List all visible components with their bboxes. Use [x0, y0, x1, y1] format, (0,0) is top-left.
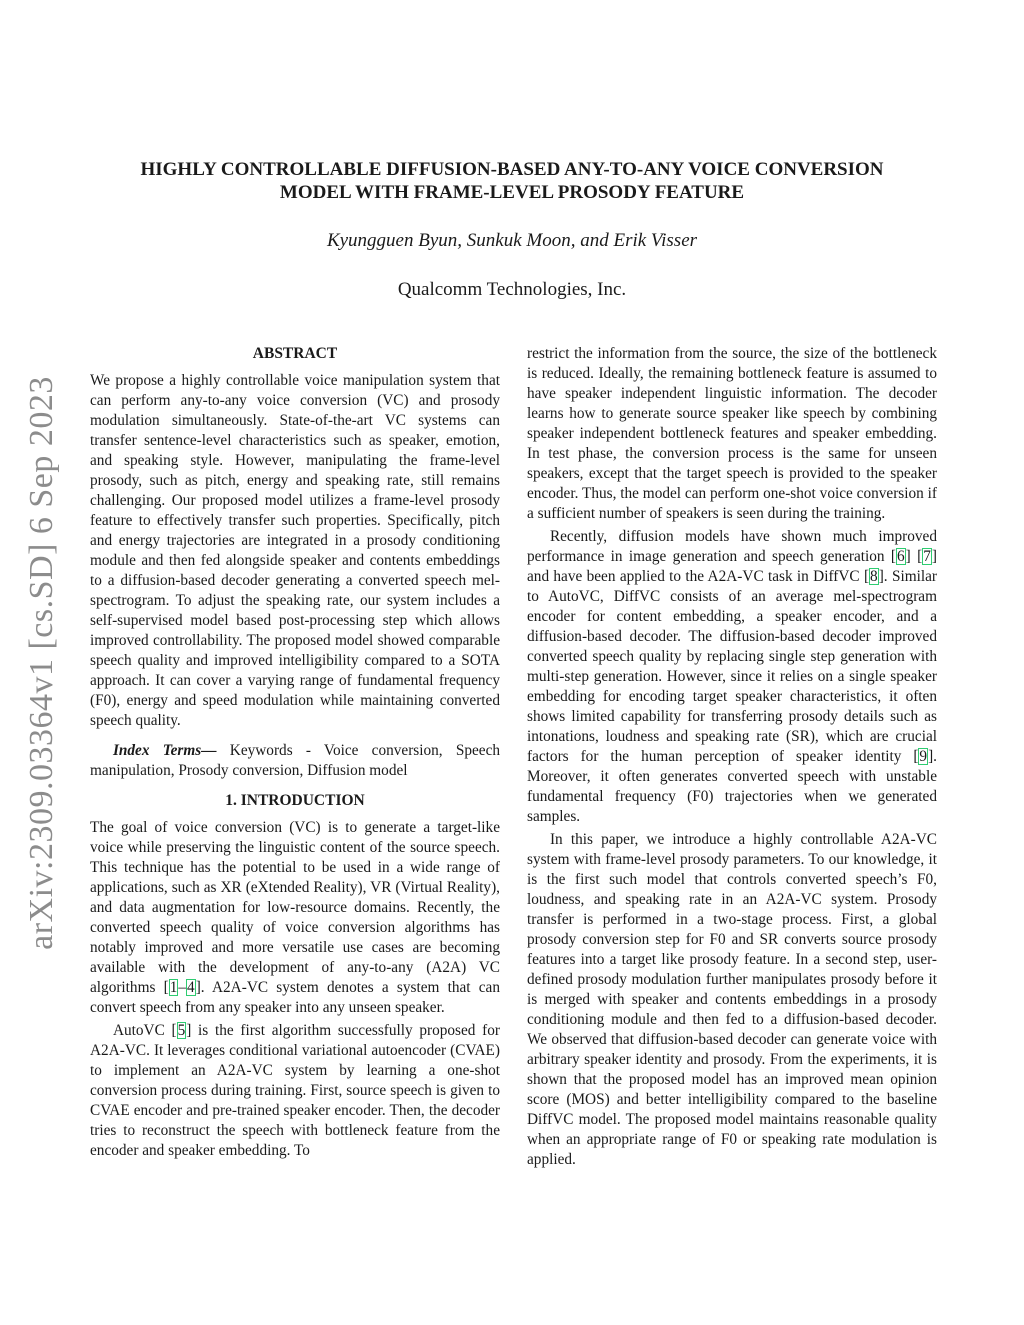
author-list: Kyungguen Byun, Sunkuk Moon, and Erik Visser — [326, 230, 698, 251]
intro-p3-text-a: Recently, diffusion models have shown much improved performance in image generation and speech generation [ — [527, 528, 937, 565]
citation-link-5[interactable]: 5 — [177, 1022, 186, 1039]
intro-p3-text-m3: ]. Similar to AutoVC, DiffVC consists of an average mel-spectrogram encoder for content embedding, a speaker encoder, and a diffusion-based decoder. The diffusion-based decoder improved converted speech quality by replacing single step generation with multi-step generation. However, since it relies on a single speaker embedding for encoding target speaker characteristics, it often shows limited capability for transferring prosody details such as intonations, loudness and speaking rate (SR), which are crucial factors for the human perception of speaker identity [ — [527, 568, 937, 765]
intro-p1-text-b: ]. A2A-VC system denotes a system that can convert speech from any speaker into any unseen speaker. — [90, 979, 500, 1016]
intro-p2-text-b: ] is the first algorithm successfully proposed for A2A-VC. It leverages conditional variational autoencoder (CVAE) to implement an A2A-VC system by learning a one-shot conversion process during training. First, source speech is given to CVAE encoder and pre-trained speaker encoder. Then, the decoder tries to reconstruct the speech with bottleneck feature from the encoder and speaker embedding. To — [90, 1022, 500, 1159]
introduction-heading: 1. INTRODUCTION — [225, 792, 365, 809]
citation-link-8[interactable]: 8 — [870, 568, 878, 585]
intro-paragraph-1 — [90, 818, 500, 1018]
paper-title-line-1: HIGHLY CONTROLLABLE DIFFUSION-BASED ANY-TO-ANY VOICE CONVERSION — [140, 159, 884, 180]
intro-p3-text-m2: ] and have been applied to the A2A-VC task in DiffVC [ — [527, 548, 937, 585]
citation-link-9[interactable]: 9 — [919, 748, 928, 765]
intro-p1-dash: – — [178, 979, 187, 996]
intro-paragraph-4: In this paper, we introduce a highly controllable A2A-VC system with frame-level prosody parameters. To our knowledge, it is the first such model that controls converted speech’s F0, loudness, and speaking rate in an A2A-VC system. Prosody transfer is performed in a two-stage process. First, a global prosody conversion step for F0 and SR converts source prosody features into a target like prosody feature. In a second step, user-defined prosody modulation further manipulates prosody before it is merged with speaker and contents embeddings in a prosody conditioning module and then fed to a diffusion-based decoder. We observed that diffusion-based decoder can generate voice with arbitrary speaker identity and prosody. From the experiments, it is shown that the proposed model has an improved mean opinion score (MOS) and better intelligibility compared to the baseline DiffVC model. The proposed model maintains reasonable quality when an appropriate range of F0 or speaking rate modulation is applied. — [527, 831, 937, 1168]
intro-p3-text-b: ]. Moreover, it often generates converted speech with unstable fundamental frequency (F0) trajectories when we generated samples. — [527, 748, 937, 825]
intro-p1-text-a: The goal of voice conversion (VC) is to generate a target-like voice while preserving the linguistic content of the source speech. This technique has the potential to be used in a wide range of applications, such as XR (eXtended Reality), VR (Virtual Reality), and data augmentation for low-resource domains. Recently, the converted speech quality of voice conversion algorithms has notably improved and more versatile use cases are becoming available with the development of any-to-any (A2A) VC algorithms [ — [90, 819, 500, 996]
intro-p2-text-a: AutoVC [ — [112, 1022, 177, 1039]
paper-title-line-2: MODEL WITH FRAME-LEVEL PROSODY FEATURE — [279, 182, 745, 203]
citation-link-6[interactable]: 6 — [897, 548, 905, 565]
affiliation: Qualcomm Technologies, Inc. — [397, 279, 627, 300]
index-terms-text: Keywords - Voice conversion, Speech manipulation, Prosody conversion, Diffusion model — [90, 742, 501, 779]
index-terms — [90, 741, 500, 781]
paper-title — [100, 158, 924, 204]
arxiv-identifier-stamp — [22, 365, 62, 960]
intro-paragraph-3 — [527, 527, 937, 827]
arxiv-identifier-text: arXiv:2309.03364v1 [cs.SD] 6 Sep 2023 — [23, 375, 60, 950]
intro-p3-sep-1: ] [ — [905, 548, 923, 565]
left-column — [90, 344, 500, 1161]
index-terms-label: Index Terms— — [112, 742, 217, 759]
citation-link-7[interactable]: 7 — [923, 548, 931, 565]
intro-paragraph-2 — [90, 1021, 500, 1161]
abstract-text: We propose a highly controllable voice manipulation system that can perform any-to-any voice conversion (VC) and prosody modulation simultaneously. State-of-the-art VC systems can transfer sentence-level characteristics such as speaker, emotion, and speaking style. However, manipulating the frame-level prosody, such as pitch, energy and speaking rate, still remains challenging. Our proposed model utilizes a frame-level prosody feature to effectively transfer such properties. Specifically, pitch and energy trajectories are integrated in a prosody conditioning module and then fed alongside speaker and contents embeddings to a diffusion-based decoder generating a converted speech mel-spectrogram. To adjust the speaking rate, our system includes a self-supervised model based post-processing step which allows improved controllability. The proposed model showed comparable speech quality and improved intelligibility compared to a SOTA approach. It can cover a varying range of fundamental frequency (F0), energy and speed modulation while maintaining converted speech quality. — [90, 372, 500, 729]
intro-paragraph-2-continued: restrict the information from the source, the size of the bottleneck is reduced. Ideally, the remaining bottleneck feature is assumed to have speaker independent linguistic information. The decoder learns how to generate source speaker like speech by combining speaker independent bottleneck features and speaker embedding. In test phase, the conversion process is the same for unseen speakers, except that the target speech is provided to the speaker encoder. Thus, the model can perform one-shot voice conversion if a sufficient number of speakers is seen during the training. — [527, 345, 937, 522]
citation-link-4[interactable]: 4 — [187, 979, 195, 996]
abstract-heading: ABSTRACT — [252, 345, 338, 362]
citation-link-1[interactable]: 1 — [169, 979, 178, 996]
right-column — [527, 344, 937, 1170]
